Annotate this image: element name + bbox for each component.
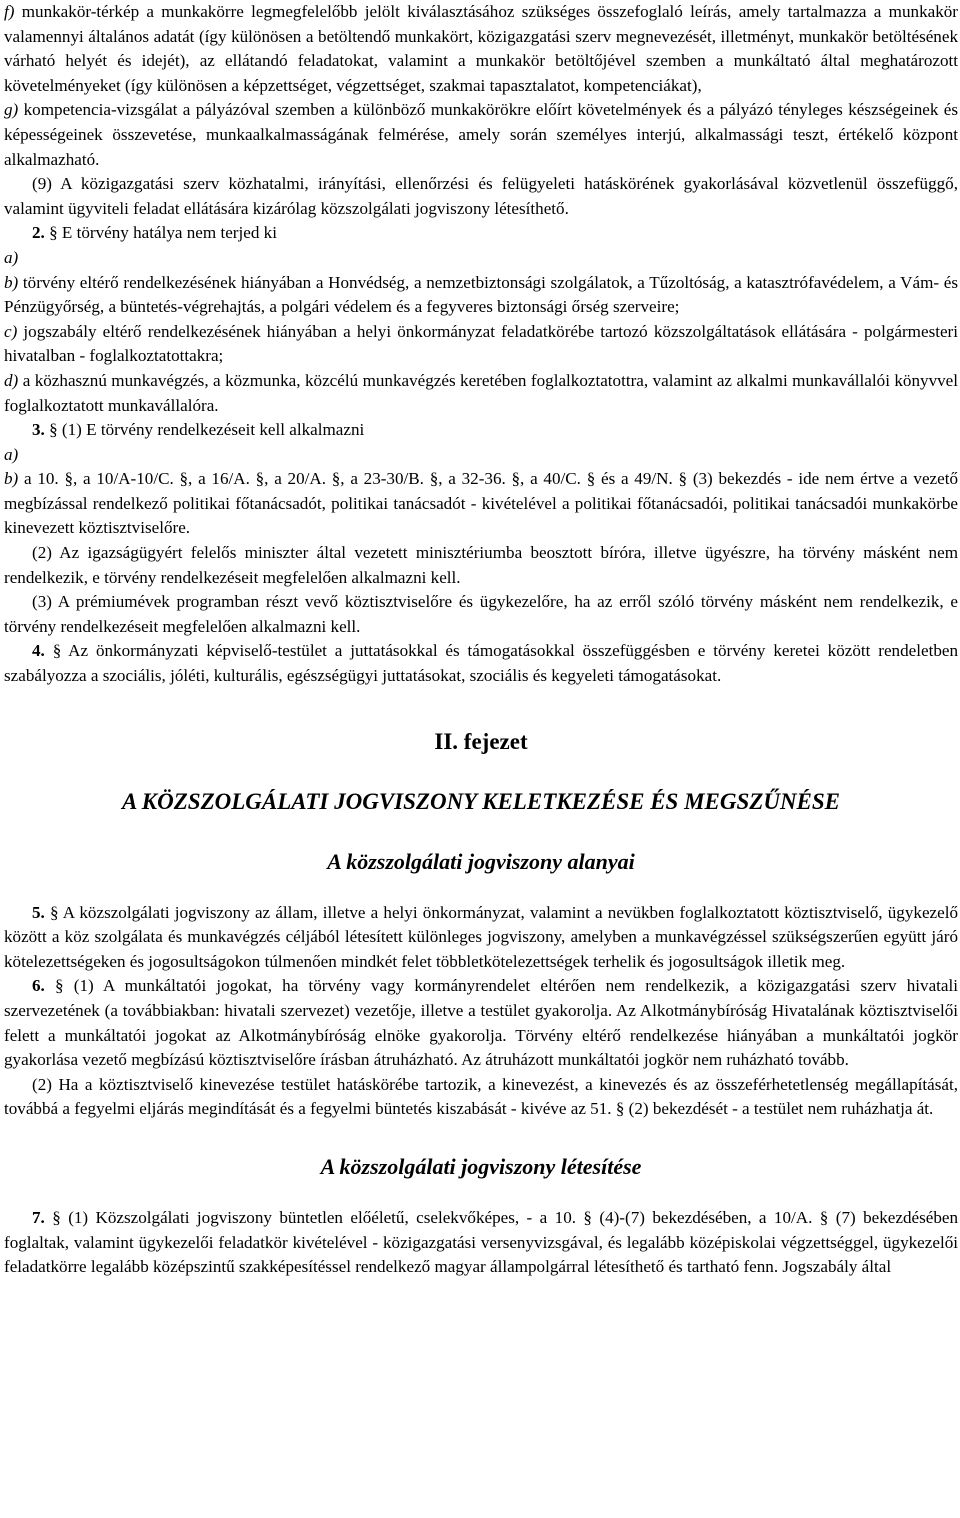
item-label: g) (4, 100, 19, 120)
section-number: 5. (32, 902, 45, 922)
section-text: § E törvény hatálya nem terjed ki (44, 223, 277, 243)
item-text: törvény eltérő rendelkezésének hiányában a Honvédség, a nemzetbiztonsági szolgálatok, a Tűzoltóság, a katasztrófavédelem, a Vám- és Pénzügyőrség, a büntetés-végrehajtás, a polgári védelem és a fegyveres biztonsági őrség szerveire; (4, 272, 958, 317)
section-7 (4, 1206, 958, 1280)
item-text: munkakör-térkép a munkakörre legmegfelelőbb jelölt kiválasztásához szükséges összefoglaló leírás, amely tartalmazza a munkakör valamennyi általános adatát (így különösen a betöltendő munkakört, közigazgatási szerv megnevezését, illetményt, munkakör betöltésének várható helyét és idejét), az ellátandó feladatokat, valamint a munkakör betöltőjével szemben a munkáltató által meghatározott követelményeket (így különösen a képzettséget, végzettséget, szakmai tapasztalatot, kompetenciákat), (4, 2, 958, 95)
section-number: 6. (32, 976, 45, 996)
section-text: § A közszolgálati jogviszony az állam, illetve a helyi önkormányzat, valamint a nevükben foglalkoztatott köztisztviselő, ügykezelő között a köz szolgálata és munkavégzés céljából létesített különleges jogviszony, amelyben a munkavégzéssel szükségszerűen együtt járó kötelezettségeken és jogosultságokon túlmenően mindkét felet többletkötelezettségek terhelik és jogosultságok illetik meg. (4, 902, 958, 971)
section-number: 4. (32, 641, 45, 661)
item-label: b) (4, 272, 19, 292)
section-3-paragraph-3: (3) A prémiumévek programban részt vevő köztisztviselőre és ügykezelőre, ha az erről szóló törvény másként nem rendelkezik, e törvény rendelkezéseit megfelelően alkalmazni kell. (4, 592, 958, 636)
section-text: § Az önkormányzati képviselő-testület a juttatásokkal és támogatásokkal összefüggésben e törvény keretei között rendeletben szabályozza a szociális, jóléti, kulturális, egészségügyi juttatásokat, szociális és kegyeleti támogatásokat. (4, 641, 958, 686)
item-text: a 10. §, a 10/A-10/C. §, a 16/A. §, a 20/A. §, a 23-30/B. §, a 32-36. §, a 40/C. § és a 49/N. § (3) bekezdés - ide nem értve a vezető megbízással rendelkező politikai főtanácsadót, politikai tanácsadót - kivételével a politikai főtanácsadói, politikai tanácsadói munkakörbe kinevezett köztisztviselőre. (4, 469, 958, 538)
item-label: b) (4, 469, 19, 489)
paragraph-g (4, 98, 958, 172)
item-label: d) (4, 370, 19, 390)
section-text: § (1) A munkáltatói jogokat, ha törvény vagy kormányrendelet eltérően nem rendelkezik, a közigazgatási szerv hivatali szervezetének (a továbbiakban: hivatali szervezet) vezetője, illetve a testület gyakorolja. Az Alkotmánybíróság Hivatalának köztisztviselői felett a munkáltatói jogokat az Alkotmánybíróság elnöke gyakorolja. Törvény eltérő rendelkezése hiányában a munkáltatói jogkör gyakorlása vezető megbízású köztisztviselőre írásban átruházható. Az átruházott munkáltatói jogkör nem ruházható tovább. (4, 976, 958, 1070)
section-6 (4, 974, 958, 1072)
section-2-item-d (4, 369, 958, 418)
item-text: a közhasznú munkavégzés, a közmunka, közcélú munkavégzés keretében foglalkoztatottra, valamint az alkalmi munkavállalói könyvvel foglalkoztatott munkavállalóra. (4, 370, 958, 415)
item-text: jogszabály eltérő rendelkezésének hiányában a helyi önkormányzat feladatkörébe tartozó közszolgáltatások ellátására - polgármesteri hivatalban - foglalkoztatottakra; (4, 321, 958, 366)
section-5 (4, 901, 958, 975)
item-text: kompetencia-vizsgálat a pályázóval szemben a különböző munkakörökre előírt követelmények és a pályázó tényleges készségeinek és képességeinek összevetése, munkaalkalmasságának felmérése, amely során személyes interjú, alkalmassági teszt, értékelő központ alkalmazható. (4, 100, 958, 169)
section-2-item-c (4, 320, 958, 369)
section-text: § (1) E törvény rendelkezéseit kell alkalmazni (44, 420, 365, 440)
section-2-item-a: a) (4, 247, 19, 267)
subheading-establishment: A közszolgálati jogviszony létesítése (320, 1153, 642, 1179)
section-6-paragraph-2: (2) Ha a köztisztviselő kinevezése testület hatáskörébe tartozik, a kinevezést, a kinevezés és az összeférhetetlenség megállapítását, továbbá a fegyelmi eljárás megindítását és a fegyelmi büntetés kiszabását - kivéve az 51. § (2) bekezdését - a testület nem ruházhatja át. (4, 1074, 958, 1119)
subheading-parties: A közszolgálati jogviszony alanyai (327, 848, 635, 874)
item-label: c) (4, 321, 18, 341)
section-number: 3. (32, 420, 45, 440)
paragraph-f (4, 0, 958, 98)
section-2-heading (4, 221, 958, 246)
section-3-paragraph-2: (2) Az igazságügyért felelős miniszter által vezetett minisztériumba beosztott bíróra, illetve ügyészre, ha törvény másként nem rendelkezik, e törvény rendelkezéseit megfelelően alkalmazni kell. (4, 543, 958, 587)
paragraph-9: (9) A közigazgatási szerv közhatalmi, irányítási, ellenőrzési és felügyeleti hatáskörének gyakorlásával közvetlenül összefüggő, valamint ügyviteli feladat ellátására kizárólag közszolgálati jogviszony létesíthető. (4, 174, 958, 218)
section-number: 7. (32, 1207, 45, 1227)
section-3-heading (4, 418, 958, 443)
section-4 (4, 639, 958, 688)
section-2-item-b (4, 271, 958, 320)
chapter-number: II. fejezet (434, 728, 528, 754)
section-text: § (1) Közszolgálati jogviszony büntetlen előéletű, cselekvőképes, - a 10. § (4)-(7) bekezdésében, a 10/A. § (7) bekezdésében foglaltak, valamint ügykezelői feladatkör kivételével - közigazgatási versenyvizsgával, és legalább középiskolai végzettséggel, ügykezelői feladatkörre legalább középszintű szakképesítéssel rendelkező magyar állampolgárral létesíthető és tartható fenn. Jogszabály által (4, 1207, 958, 1277)
item-label: f) (4, 2, 15, 21)
section-3-item-a: a) (4, 444, 19, 464)
section-3-item-b (4, 467, 958, 541)
section-number: 2. (32, 223, 45, 243)
chapter-title: A KÖZSZOLGÁLATI JOGVISZONY KELETKEZÉSE ÉS MEGSZŰNÉSE (121, 788, 841, 814)
